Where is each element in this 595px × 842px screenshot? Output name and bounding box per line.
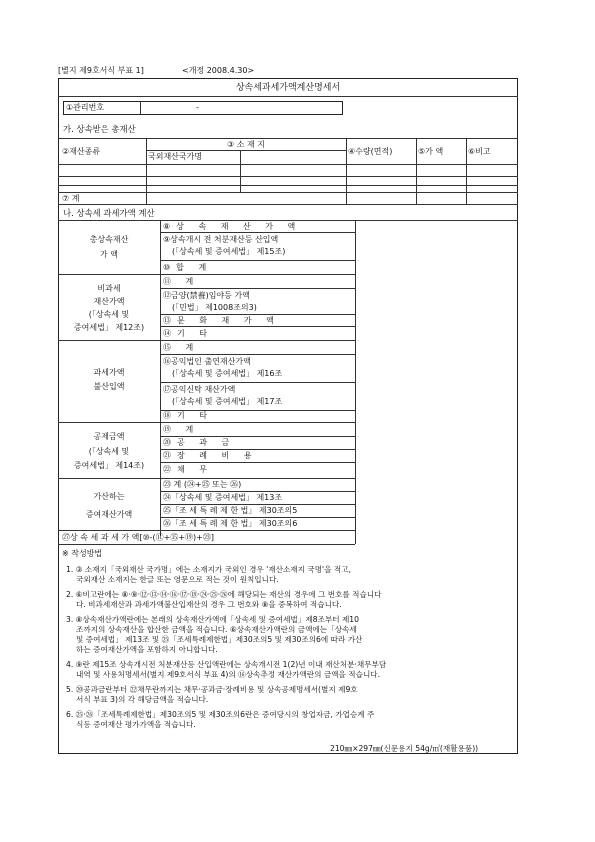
row-16-sub: (「상속세 및 증여세법」 제16조: [172, 369, 283, 378]
row-17: ⑰공익신탁 재산가액: [163, 385, 236, 394]
paper-spec-footer: 210㎜×297㎜(신문용지 54g/㎡(재활용품)): [330, 744, 479, 753]
row-21: ㉑장 례 비 용: [163, 451, 258, 460]
form-reference: [별지 제9호서식 부표 1]: [58, 66, 144, 75]
group-5-label-2: 증여재산가액: [85, 510, 133, 519]
management-number-field[interactable]: [63, 101, 343, 115]
note-6-line-1: 6. ㉕·㉖「조세특례제한법」제30조의5 및 제30조의6란은 증여당시의 창업자금, 가업승계 주: [66, 710, 375, 719]
row-12-sub: (「민법」 제1008조의3): [172, 303, 257, 312]
note-2-line-1: 2. ⑥비고란에는 ⑧·⑨·⑫·⑬·⑭·⑯·⑰·⑱·㉔·㉕·㉖에 해당되는 재산의 경우에 그 번호를 적습니다: [66, 590, 382, 599]
note-4-line-2: 내역 및 사용처명세서(별지 제9호서식 부표 4)의 ⑯상속추정 재산가액란의 금액을 적습니다.: [76, 670, 381, 679]
row-9: ⑨상속개시 전 처분재산등 산입액: [163, 235, 279, 244]
note-3-line-4: 하는 증여재산가액을 포함하지 아니합니다.: [76, 645, 218, 654]
group-4-label-2: (「상속세 및: [88, 447, 130, 456]
row-20: ⑳공 과 금: [163, 438, 236, 447]
group-3-label-1: 과세가액: [93, 368, 125, 377]
row-17-sub: (「상속세 및 증여세법」 제17조: [172, 397, 283, 406]
note-1-line-1: 1. ③ 소재지「국외재산 국가명」에는 소재지가 국외인 경우 '재산소재지 국명'을 적고,: [66, 565, 351, 574]
row-11: ⑪ 계: [163, 277, 200, 286]
note-5-line-1: 5. ⑳공과금란부터 ㉒채무란까지는 채무·공과금·장례비용 및 상속공제명세서(별지 제9호: [66, 685, 358, 694]
note-1-line-2: 국외재산 소재지는 한글 또는 영문으로 적는 것이 원칙입니다.: [76, 575, 279, 584]
row-16: ⑯공익법인 출연재산가액: [163, 357, 251, 366]
management-number-value: -: [196, 103, 199, 112]
group-5-label-1: 가산하는: [93, 492, 125, 501]
row-10: ⑩합 계: [163, 263, 213, 272]
note-4-line-1: 4. ⑨란 제15조 상속개시전 처분재산등 산입액란에는 상속개시전 1(2)년 이내 재산처분·채무부담: [66, 660, 387, 669]
note-3-line-2: 조까지의 상속재산을 합산한 금액을 적습니다. ⑥상속재산가액란의 금액에는「상속세: [76, 625, 357, 634]
col-quantity: ④수량(면적): [348, 147, 393, 156]
row-12: ⑫금양(禁養)임야등 가액: [163, 291, 250, 300]
group-3-label-2: 불산입액: [93, 382, 125, 391]
group-2-label-1: 비과세: [97, 284, 121, 293]
row-24: ㉔「상속세 및 증여세법」 제13조: [163, 493, 283, 502]
group-4-label-1: 공제금액: [93, 432, 125, 441]
row-13: ⑬문 화 재 가 액: [163, 316, 280, 325]
row-27-taxable-value: ㉗상 속 세 과 세 가 액[⑩-(⑪+⑮+⑲)+㉓]: [62, 533, 215, 542]
group-2-label-4: 증여세법」 제12조): [73, 323, 145, 332]
row-19: ⑲ 계: [163, 425, 200, 434]
row-15: ⑮ 계: [163, 343, 200, 352]
note-6-line-2: 식등 증여재산 평가가액을 적습니다.: [76, 720, 196, 729]
note-3-line-1: 3. ⑧상속재산가액란에는 본래의 상속재산가액에「상속세 및 증여세법」제8조부터 제10: [66, 615, 359, 624]
row-9-sub: (「상속세 및 증여세법」 제15조): [172, 247, 286, 256]
row-22: ㉒채 무: [163, 465, 213, 474]
col-location: ③ 소 재 지: [227, 140, 265, 149]
row-18: ⑱기 타: [163, 411, 213, 420]
assets-total-label: ⑦ 계: [62, 194, 80, 203]
revision-date: <개정 2008.4.30>: [182, 66, 255, 75]
section-a-title: 가. 상속받은 총재산: [63, 124, 136, 134]
row-25: ㉕「조 세 특 례 제 한 법」 제30조의5: [163, 506, 298, 515]
col-note: ⑥비고: [468, 147, 491, 156]
col-asset-kind: ②재산종류: [62, 147, 101, 156]
col-price: ⑤가 액: [418, 147, 444, 156]
section-b-title: 나. 상속세 과세가액 계산: [63, 208, 155, 218]
form-title: 상속세과세가액계산명세서: [235, 83, 341, 93]
row-14: ⑭기 타: [163, 329, 213, 338]
note-5-line-2: 서식 부표 3)의 각 해당금액을 적습니다.: [76, 695, 209, 704]
row-23: ㉓ 계 (㉔+㉕ 또는 ㉖): [163, 480, 242, 489]
group-4-label-3: 증여세법」 제14조): [73, 461, 145, 470]
management-number-label: ①관리번호: [66, 103, 105, 112]
group-2-label-3: (「상속세 및: [88, 310, 130, 319]
group-1-label-1: 총상속재산: [89, 235, 129, 244]
group-2-label-2: 재산가액: [93, 297, 125, 306]
group-1-label-2: 가 액: [100, 250, 118, 259]
instructions-title: ※ 작성방법: [62, 549, 103, 558]
row-8: ⑧상 속 재 산 가 액: [163, 222, 302, 231]
row-26: ㉖「조 세 특 례 제 한 법」 제30조의6: [163, 519, 298, 528]
col-foreign-country: 국외재산국가명: [148, 152, 203, 161]
note-3-line-3: 및 증여세법」 제13조 및 ㉕「조세특례제한법」제30조의5 및 제30조의6에 따라 가산: [76, 635, 363, 644]
note-2-line-2: 다. 비과세재산과 과세가액불산입재산의 경우 그 번호와 ⑧을 중복하여 적습니다.: [76, 600, 342, 609]
